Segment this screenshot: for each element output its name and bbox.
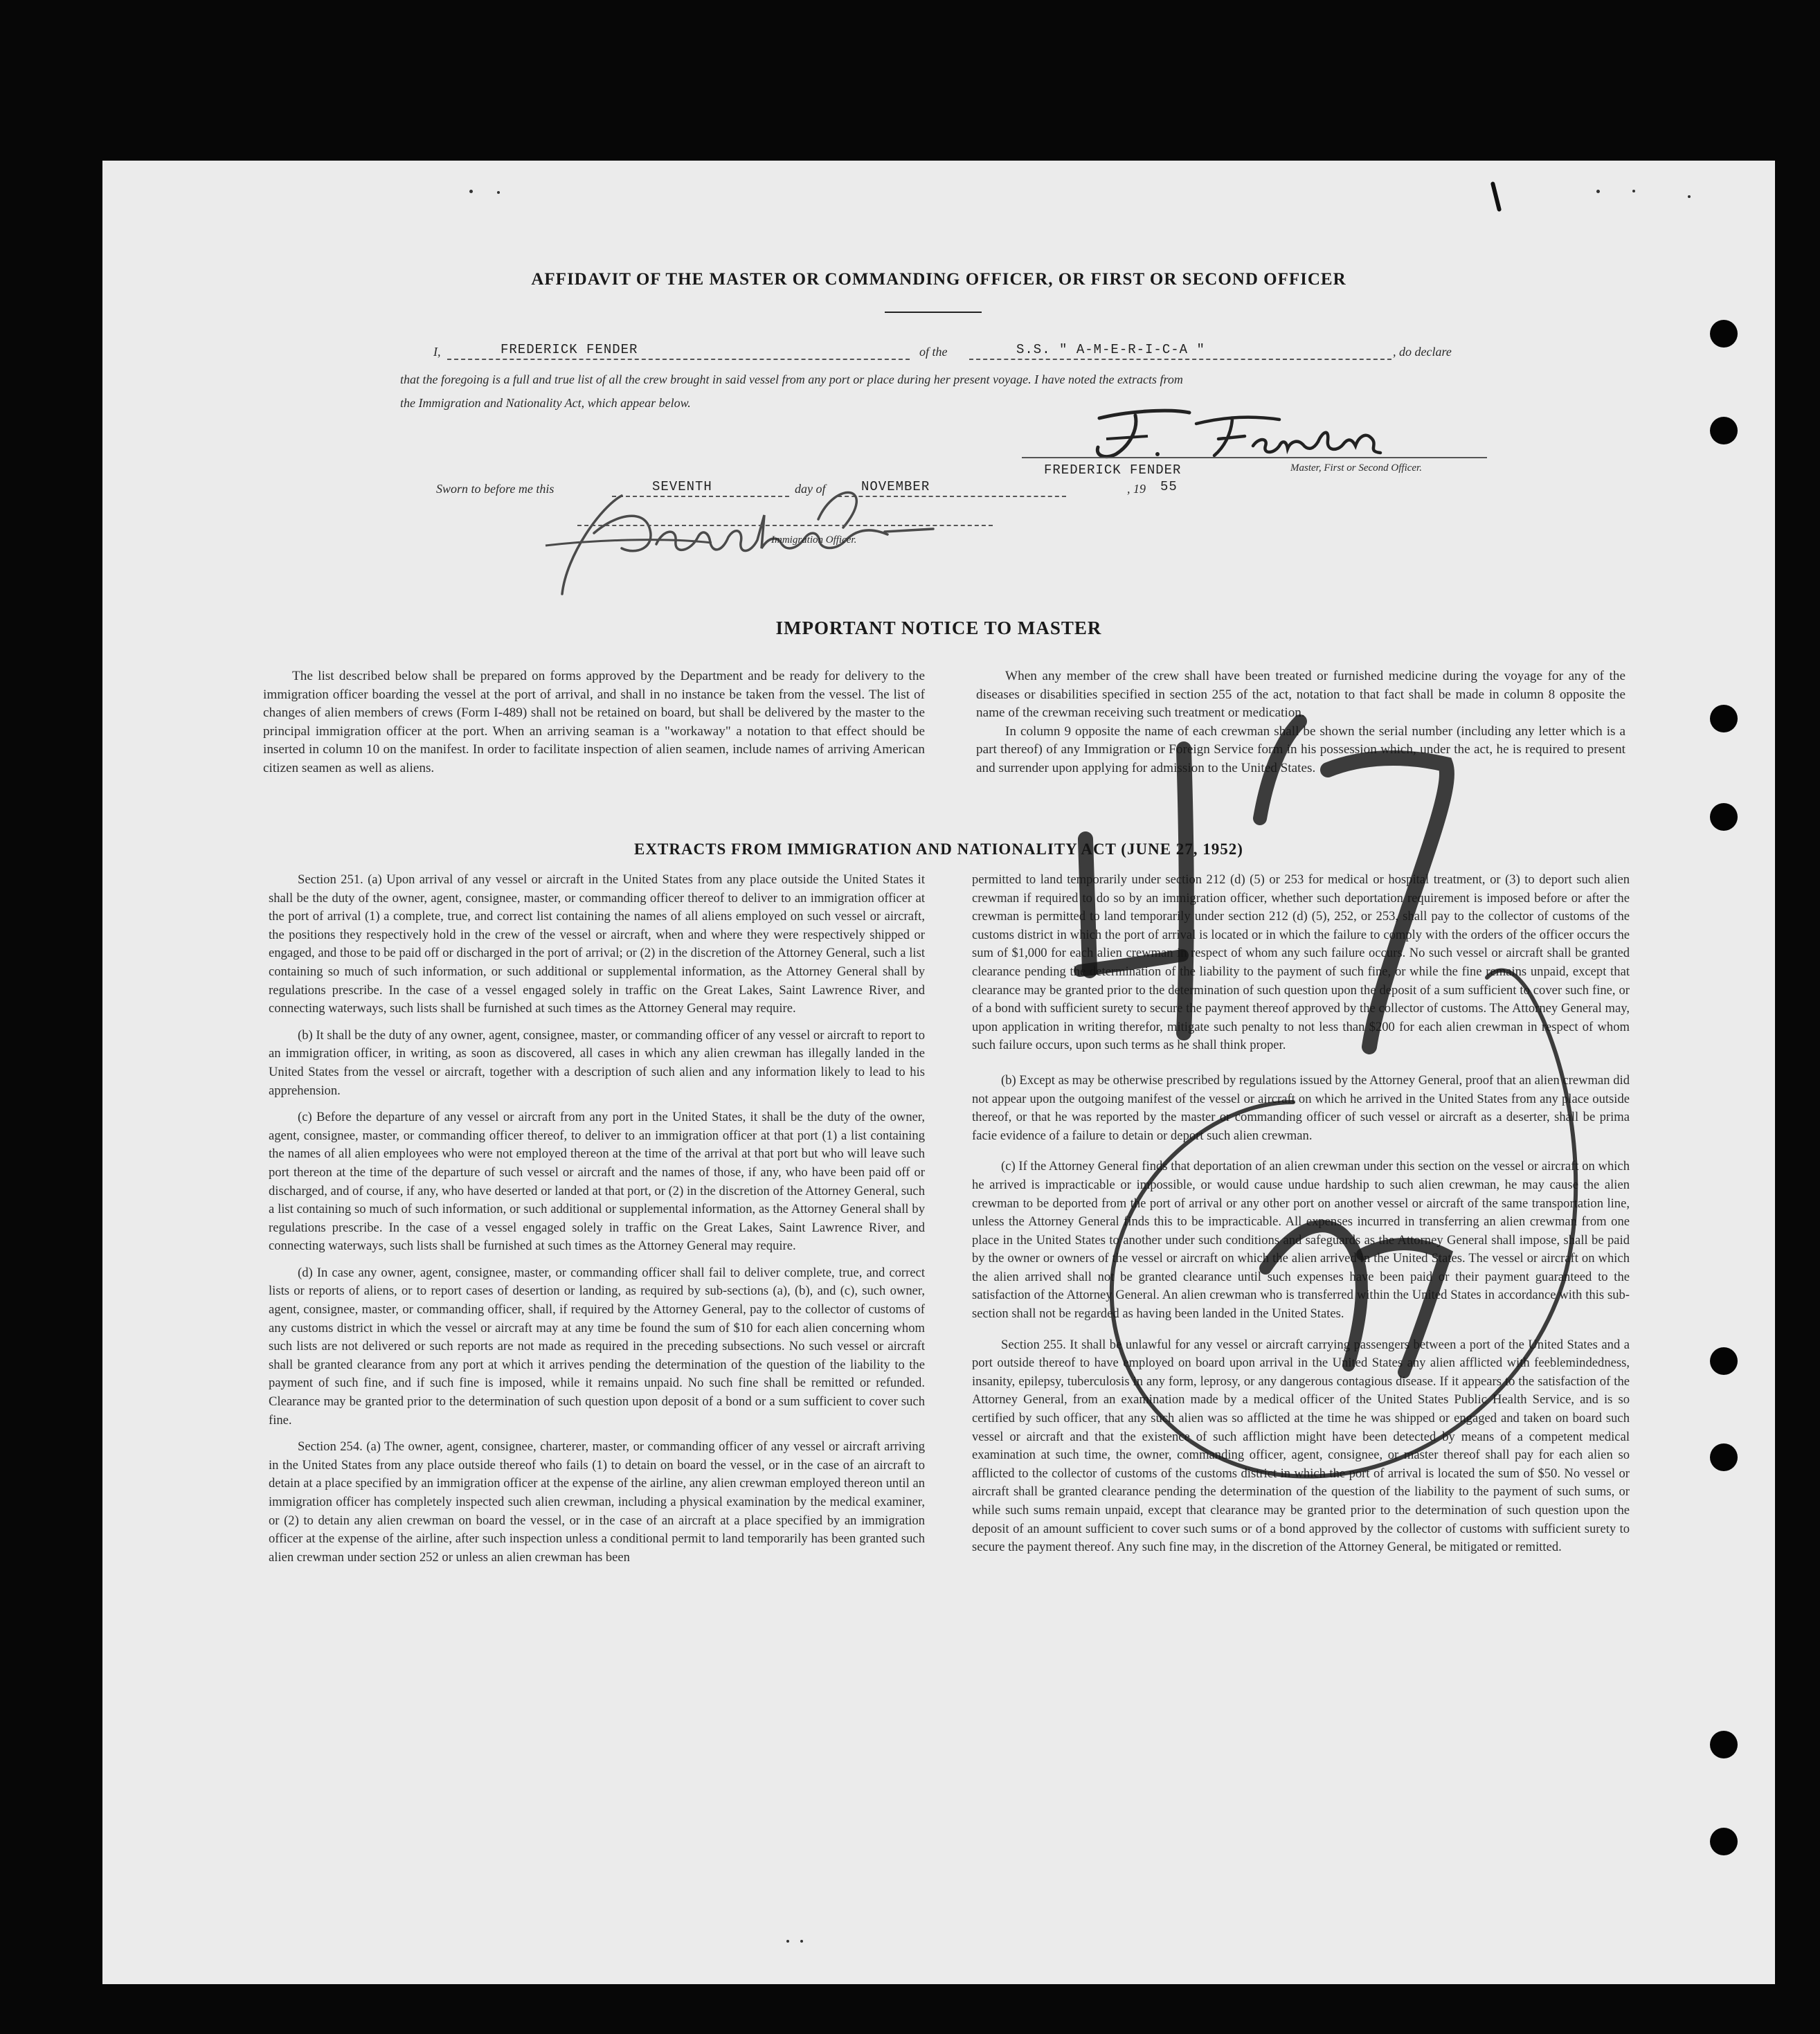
master-name-typed: FREDERICK FENDER <box>501 342 638 357</box>
binder-hole <box>1710 1828 1738 1855</box>
section-254-c: (c) If the Attorney General finds that deportation of an alien crewman under this section on the vessel or aircraft on which he arrived is impracticable or impossible, or would cause undue hardship to such alien crewman, he may cause the alien crewman to be deported from the port of arrival or any other port on another vessel or aircraft of the same transportation line, unless the Attorney General finds this to be impracticable. All expenses incurred in transferring an alien crewman from one place in the United States to another under such conditions and safeguards as the Attorney General shall impose, shall be paid by the owner or owners of the vessel or aircraft on which the alien arrived in the United States. The vessel or aircraft on which the alien arrived shall not be granted clearance until such expenses have been paid or their payment guaranteed to the satisfaction of the Attorney General. An alien crewman who is transferred within the United States in accordance with this sub-section shall not be regarded as having been landed in the United States. <box>972 1159 1630 1322</box>
section-251-b: (b) It shall be the duty of any owner, agent, consignee, master, or commanding officer of any vessel or aircraft to report to an immigration officer, in writing, as soon as discovered, all cases in which any alien crewman has illegally landed in the United States from the vessel or aircraft, together with a description of such alien and any information likely to lead to his apprehension. <box>269 1027 925 1098</box>
notice-right-paragraph-1: When any member of the crew shall have been treated or furnished medicine during the voyage for any of the diseases or disabilities specified in section 255 of the act, notation to that fact shall be made in column 8 opposite the name of the crewman receiving such treatment or medication. <box>976 669 1625 720</box>
paper-speck <box>1688 195 1691 198</box>
binder-hole <box>1710 417 1738 444</box>
section-255: Section 255. It shall be unlawful for any vessel or aircraft carrying passengers between a port of the United States and a port outside thereof to have employed on board upon arrival in the United States any alien afflicted with feeblemindedness, insanity, epilepsy, tuberculosis in any form, leprosy, or any dangerous contagious disease. If it appears to the satisfaction of the Attorney General, from an examination made by a medical officer of the United States Public Health Service, and is so certified by such officer, that any such alien was so afflicted at the time he was shipped or engaged and taken on board such vessel or aircraft and that the existence of such affliction might have been detected by means of a competent medical examination at such time, the owner, commanding officer, agent, consignee, or master thereof shall pay for each alien so afflicted to the collector of customs of the customs district in which the port of arrival is located the sum of $50. No vessel or aircraft shall be granted clearance pending the determination of the question of the liability to the payment of such sums, or while such sums remain unpaid, except that clearance may be granted prior to the determination of such question upon the deposit of an amount sufficient to cover such sums or of a bond approved by the collector of customs with sufficient surety to secure the payment thereof. Any such fine may, in the discretion of the Attorney General, be mitigated or remitted. <box>972 1337 1630 1555</box>
sworn-label: Sworn to before me this <box>436 482 555 496</box>
paper-speck <box>1596 190 1600 193</box>
section-251-d: (d) In case any owner, agent, consignee, master, or commanding officer shall fail to deliver complete, true, and correct lists or reports of aliens, or to report cases of desertion or landing, as required by sub-sections (a), (b), and (c), such owner, agent, consignee, master, or commanding officer, shall, if required by the Attorney General, pay to the collector of customs of any customs district in which the vessel or aircraft may at any time be found the sum of $10 for each alien concerning whom such lists are not delivered or such reports are not made as required in the preceding subsections. No such vessel or aircraft shall be granted clearance from any port at which it arrives pending the determination of the question of the liability to the payment of such fine, and if such fine is imposed, while it remains unpaid. No such fine shall be remitted or refunded. Clearance may be granted prior to the determination of such question upon deposit of a bond or a sum sufficient to cover such fine. <box>269 1265 925 1428</box>
section-251-a: Section 251. (a) Upon arrival of any vessel or aircraft in the United States from any place outside the United States it shall be the duty of the owner, agent, consignee, master, or commanding officer thereof to deliver to an immigration officer at the port of arrival (1) a complete, true, and correct list containing the names of all aliens employed on such vessel or aircraft, the positions they respectively hold in the crew of the vessel or aircraft, when and where they were respectively shipped or engaged, and those to be paid off or discharged in the port of arrival; or (2) in the discretion of the Attorney General, such a list containing so much of such information, or such additional or supplemental information, as the Attorney General shall by regulations prescribe. In the case of a vessel engaged solely in traffic on the Great Lakes, Saint Lawrence River, and connecting waterways, such lists shall be furnished at such times as the Attorney General may require. <box>269 872 925 1016</box>
crayon-number-marking <box>1002 576 1764 1614</box>
vessel-name-line <box>969 359 1391 360</box>
document-page <box>102 161 1775 1984</box>
paper-speck <box>786 1940 789 1943</box>
notice-left-paragraph: The list described below shall be prepared on forms approved by the Department and be ready for delivery to the immigration officer boarding the vessel at the port of arrival, and shall in no instance be taken from the vessel. The list of changes of alien members of crews (Form I-489) shall not be retained on board, but shall be delivered by the master to the principal immigration officer at the port. When an arriving seaman is a "workaway" a notation to that effect should be inserted in column 10 on the manifest. In order to facilitate inspection of alien seamen, include names of arriving American citizen seamen as well as aliens. <box>263 669 925 775</box>
declaration-line-2: the Immigration and Nationality Act, which appear below. <box>400 396 691 410</box>
extracts-title: EXTRACTS FROM IMMIGRATION AND NATIONALITY ACT (JUNE 27, 1952) <box>634 840 1243 858</box>
do-declare: , do declare <box>1393 345 1452 359</box>
notice-right-paragraph-2: In column 9 opposite the name of each crewman shall be shown the serial number (including any letter which is a part thereof) of any Immigration or Foreign Service form in his possession which, under the act, he is required to present and surrender upon applying for admission to the United States. <box>976 723 1625 775</box>
notice-title: IMPORTANT NOTICE TO MASTER <box>775 618 1102 638</box>
section-251-c: (c) Before the departure of any vessel or aircraft from any port in the United States, it shall be the duty of the owner, agent, consignee, master, or commanding officer thereof, to deliver to an immigration officer at that port (1) a list containing the names of all alien employees who were not employed thereon at the time of the arrival at that port but who will leave such port thereon at the time of the departure of such vessel or aircraft and the names of those, if any, who have been paid off or discharged, and of course, if any, who have deserted or landed at that port, or (2) in the discretion of the Attorney General, such a list containing so much of such information, or such additional or supplemental information, as the Attorney General shall by regulations prescribe. In the case of a vessel engaged solely in traffic on the Great Lakes, Saint Lawrence River, and connecting waterways, such lists shall be furnished at such times as the Attorney General may require. <box>269 1110 925 1254</box>
paper-speck <box>497 191 500 194</box>
signer-name-typed: FREDERICK FENDER <box>1044 462 1182 478</box>
officer-title: Immigration Officer. <box>771 534 857 546</box>
extracts-left-column <box>269 871 925 1567</box>
section-254-a-continued: permitted to land temporarily under section 212 (d) (5) or 253 for medical or hospital treatment, or (3) to deport such alien crewman if required to do so by an immigration officer, whether such deportation requirement is imposed before or after the crewman is permitted to land temporarily under section 212 (d) (5), 252, or 253, shall pay to the collector of customs of the customs district in which the port of arrival is located or in which the failure to comply with the orders of the officer occurs the sum of $1,000 for each alien crewman in respect of whom any such failure occurs. No such vessel or aircraft shall be granted clearance pending the determination of the liability to the payment of such fine, or while the fine remains unpaid, except that clearance may be granted prior to the determination of such question upon the deposit of a sum sufficient to cover such fine, or of a bond with sufficient surety to secure the payment thereof approved by the collector of customs. The Attorney General may, upon application in writing therefor, mitigate such penalty to not less than $200 for each alien crewman in respect of whom such failure occurs, upon such terms as he shall think proper. <box>972 872 1630 1053</box>
binder-hole <box>1710 1731 1738 1758</box>
master-signature-line <box>1022 457 1487 458</box>
year-prefix: , 19 <box>1127 482 1146 496</box>
affidavit-title: AFFIDAVIT OF THE MASTER OR COMMANDING OFFICER, OR FIRST OR SECOND OFFICER <box>531 270 1346 289</box>
paper-speck <box>800 1940 803 1943</box>
section-254-b: (b) Except as may be otherwise prescribed by regulations issued by the Attorney General, proof that an alien crewman did not appear upon the outgoing manifest of the vessel or aircraft on which he arrived in the United States from any place outside thereof, or that he was reported by the master or commanding officer of such vessel or aircraft as a deserter, shall be prima facie evidence of a failure to detain or deport such alien crewman. <box>972 1072 1630 1143</box>
master-signature <box>1072 396 1459 472</box>
officer-signature <box>490 451 1030 611</box>
of-the-label: of the <box>919 345 948 359</box>
section-254-a: Section 254. (a) The owner, agent, consignee, charterer, master, or commanding officer of any vessel or aircraft arriving in the United States from any place outside thereof who fails (1) to detain on board the vessel, or in the case of an aircraft to detain at a place specified by an immigration officer at the expense of the airline, any alien crewman employed thereon until an immigration officer has completely inspected such alien crewman, including a physical examination by the medical examiner, or (2) to detain any alien crewman on board the vessel, or in the case of an aircraft at a place specified by an immigration officer at the expense of the airline, after such inspection unless a conditional permit to land temporarily has been granted such alien crewman under section 252 or unless an alien crewman has been <box>269 1439 925 1565</box>
paper-speck <box>469 190 473 193</box>
officer-signature-line <box>577 525 993 526</box>
title-underline <box>885 312 982 313</box>
declaration-line-1: that the foregoing is a full and true list of all the crew brought in said vessel from any port or place during her present voyage. I have noted the extracts from <box>400 372 1183 386</box>
vessel-name: S.S. " A-M-E-R-I-C-A " <box>1016 342 1205 357</box>
notice-left-column <box>263 667 925 777</box>
i-label: I, <box>433 345 441 359</box>
signer-title: Master, First or Second Officer. <box>1290 462 1422 474</box>
sworn-month: NOVEMBER <box>861 479 930 494</box>
year-suffix: 55 <box>1160 479 1178 494</box>
paper-speck <box>1490 181 1502 212</box>
master-name-line <box>447 359 910 360</box>
sworn-day: SEVENTH <box>652 479 712 494</box>
paper-speck <box>1632 190 1635 192</box>
binder-hole <box>1710 320 1738 348</box>
day-of-label: day of <box>795 482 826 496</box>
